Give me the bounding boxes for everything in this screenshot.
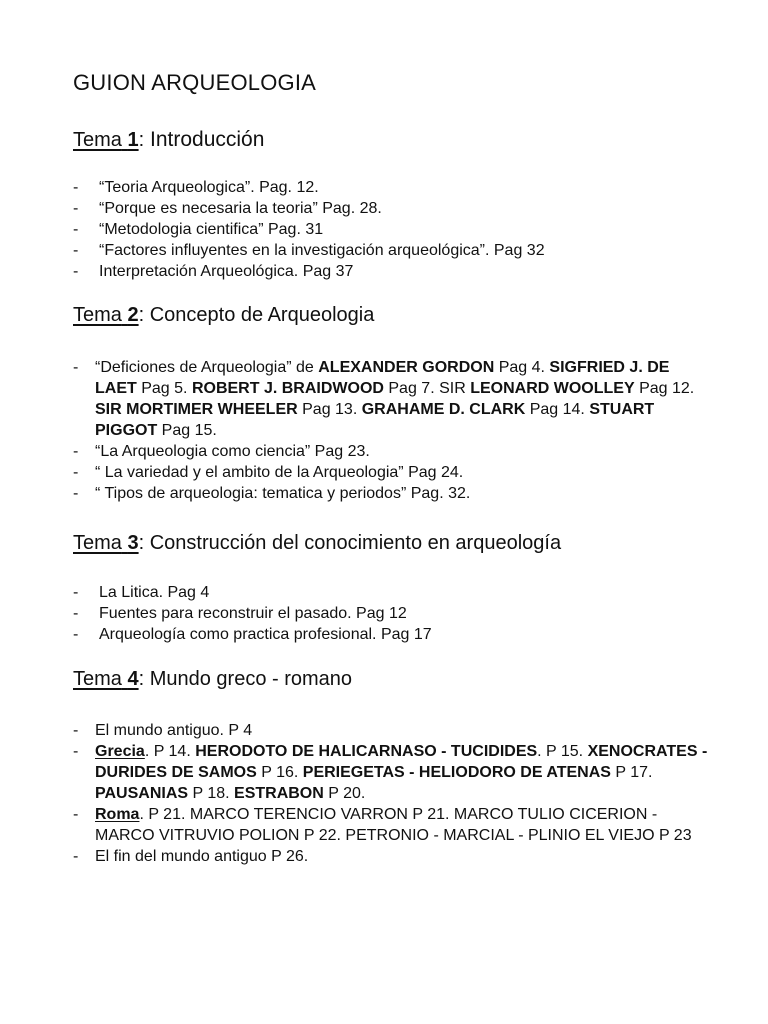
- list-item: - Arqueología como practica profesional. Pag 17: [73, 626, 432, 643]
- list-item: - Fuentes para reconstruir el pasado. Pag 12: [73, 605, 407, 622]
- list-item: - “Deficiones de Arqueologia” de ALEXANDER GORDON Pag 4. SIGFRIED J. DE LAET Pag 5. ROBERT J. BRAIDWOOD Pag 7. SIR LEONARD WOOLLEY Pag 12. SIR MORTIMER WHEELER Pag 13. GRAHAME D. CLARK Pag 14. STUART PIGGOT Pag 15.: [73, 359, 695, 439]
- section-heading-tema-2: Tema 2: Concepto de Arqueologia: [73, 304, 375, 326]
- section-list-tema-2: [73, 357, 713, 504]
- section-list-tema-1: [73, 177, 713, 282]
- tema-label: Tema 1: [73, 129, 139, 151]
- section-heading-tema-1: Tema 1: Introducción: [73, 128, 265, 151]
- list-item: - “Porque es necesaria la teoria” Pag. 28.: [73, 200, 382, 217]
- list-item: - “La Arqueologia como ciencia” Pag 23.: [73, 443, 370, 460]
- list-item: - Interpretación Arqueológica. Pag 37: [73, 263, 354, 280]
- list-item: - Grecia. P 14. HERODOTO DE HALICARNASO - TUCIDIDES. P 15. XENOCRATES - DURIDES DE SAMOS P 16. PERIEGETAS - HELIODORO DE ATENAS P 17. PAUSANIAS P 18. ESTRABON P 20.: [73, 743, 708, 802]
- section-list-tema-3: [73, 582, 713, 645]
- list-item: - El mundo antiguo. P 4: [73, 722, 253, 739]
- list-item: - Roma. P 21. MARCO TERENCIO VARRON P 21. MARCO TULIO CICERION - MARCO VITRUVIO POLION P 22. PETRONIO - MARCIAL - PLINIO EL VIEJO P 23: [73, 806, 692, 844]
- list-item: - “Teoria Arqueologica”. Pag. 12.: [73, 179, 319, 196]
- document-title: GUION ARQUEOLOGIA: [73, 70, 317, 95]
- section-list-tema-4: [73, 720, 713, 867]
- list-item: - El fin del mundo antiguo P 26.: [73, 848, 309, 865]
- list-item: - La Litica. Pag 4: [73, 584, 210, 601]
- section-heading-tema-3: Tema 3: Construcción del conocimiento en arqueología: [73, 532, 562, 554]
- section-heading-tema-4: Tema 4: Mundo greco - romano: [73, 668, 353, 690]
- list-item: - “ Tipos de arqueologia: tematica y periodos” Pag. 32.: [73, 485, 471, 502]
- list-item: - “ La variedad y el ambito de la Arqueologia” Pag 24.: [73, 464, 464, 481]
- list-item: - “Factores influyentes en la investigación arqueológica”. Pag 32: [73, 242, 545, 259]
- list-item: - “Metodologia cientifica” Pag. 31: [73, 221, 324, 238]
